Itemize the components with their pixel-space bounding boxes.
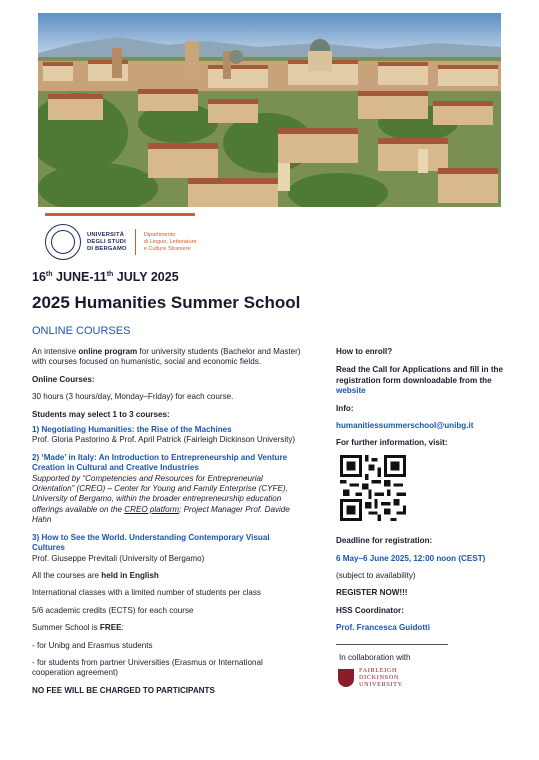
deadline-heading: Deadline for registration:	[336, 536, 433, 546]
course-2-title: 2) ‘Made’ in Italy: An Introduction to Entrepreneurship and Venture Creation in Cultural and Creative Industries	[32, 452, 288, 473]
fdu-shield-icon	[338, 669, 354, 687]
deadline-dates: 6 May–6 June 2025, 12:00 noon (CEST)	[336, 553, 486, 563]
enroll-heading: How to enroll?	[336, 347, 393, 356]
course-1-title: 1) Negotiating Humanities: the Rise of the Machines	[32, 425, 232, 435]
coordinator-name: Prof. Francesca Guidotti	[336, 623, 430, 633]
qr-code-icon[interactable]	[340, 455, 406, 521]
course-1-profs: Prof. Gloria Pastorino & Prof. April Patrick (Fairleigh Dickinson University)	[32, 435, 296, 445]
university-name: UNIVERSITÀ DEGLI STUDI DI BERGAMO	[87, 231, 127, 252]
course-3-title: 3) How to See the World. Understanding Contemporary Visual Cultures	[32, 532, 270, 553]
availability-note: (subject to availability)	[336, 571, 416, 581]
event-dates: 16th JUNE-11th JULY 2025	[32, 270, 179, 284]
class-size-info: International classes with a limited number of students per class	[32, 588, 261, 598]
university-seal-icon	[45, 224, 81, 260]
info-email-link[interactable]: humanitiessummerschool@unibg.it	[336, 421, 474, 431]
free-info: Summer School is FREE:	[32, 623, 124, 633]
credits-info: 5/6 academic credits (ECTS) for each course	[32, 605, 194, 615]
left-column	[32, 347, 302, 703]
university-logo	[45, 224, 197, 260]
language-info: All the courses are held in English	[32, 570, 159, 580]
page-title: 2025 Humanities Summer School	[32, 293, 301, 312]
intro-text: An intensive online program for university students (Bachelor and Master) with courses focused on humanistic, social and economic fields.	[32, 347, 301, 367]
right-divider	[336, 644, 448, 645]
free-item-1: - for Unibg and Erasmus students	[32, 640, 153, 650]
select-courses-heading: Students may select 1 to 3 courses:	[32, 409, 170, 419]
department-name: Dipartimento di Lingue, Letterature e Culture Straniere	[143, 231, 197, 252]
creo-platform-link[interactable]: CREO platform	[124, 504, 180, 514]
online-courses-text: 30 hours (3 hours/day, Monday–Friday) for each course.	[32, 392, 234, 402]
enroll-text: Read the Call for Applications and fill in the registration form downloadable from the website	[336, 365, 503, 396]
course-1	[32, 425, 302, 446]
page-subtitle: ONLINE COURSES	[32, 325, 131, 337]
no-fee-notice: NO FEE WILL BE CHARGED TO PARTICIPANTS	[32, 685, 215, 695]
register-now: REGISTER NOW!!!	[336, 588, 408, 598]
orange-divider	[45, 213, 195, 216]
further-info-text: For further information, visit:	[336, 438, 448, 448]
online-courses-heading: Online Courses:	[32, 374, 95, 384]
hero-city-photo	[38, 13, 501, 207]
course-2: 2) ‘Made’ in Italy: An Introduction to Entrepreneurship and Venture Creation in Cultural and Creative Industries Supported by “Competencies and Resources for Entrepreneurial Orientation” (CREO) – Center for Young and Family Enterprise (CYFE), University of Bergamo, within the broader entrepreneurship education offerings available on the CREO platform; Project Manager Prof. Davide Hahn	[32, 452, 290, 525]
coordinator-heading: HSS Coordinator:	[336, 605, 404, 615]
info-heading: Info:	[336, 403, 354, 413]
course-3-prof: Prof. Giuseppe Previtali (University of Bergamo)	[32, 553, 205, 563]
course-3	[32, 533, 302, 564]
collaboration-text: In collaboration with	[339, 652, 411, 662]
free-item-2: - for students from partner Universities (Erasmus or International cooperation agreement)	[32, 657, 263, 678]
website-link[interactable]: website	[336, 386, 366, 396]
fdu-logo: FAIRLEIGH DICKINSON UNIVERSITY	[338, 667, 511, 688]
right-column	[336, 347, 511, 688]
logo-separator	[135, 229, 136, 255]
